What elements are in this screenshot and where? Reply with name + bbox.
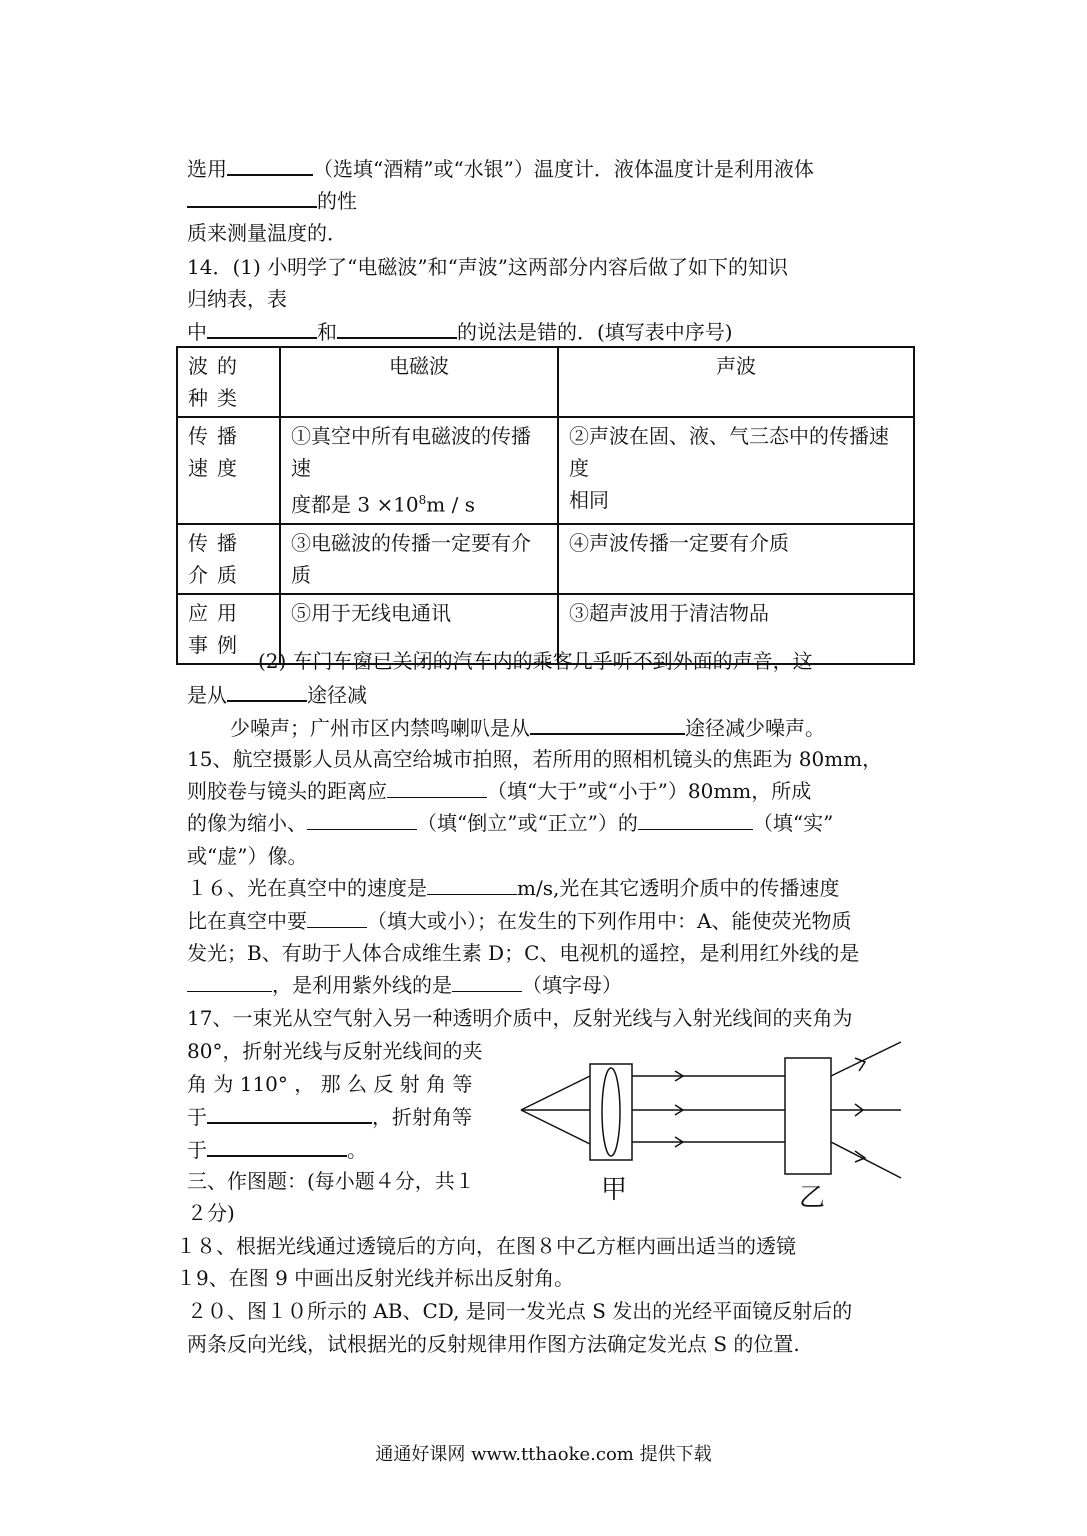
answer-blank[interactable] bbox=[387, 777, 487, 798]
table-cell: ③超声波用于清洁物品 bbox=[558, 594, 914, 664]
table-cell: 传播介质 bbox=[177, 524, 280, 594]
q16-line2: 比在真空中要 （填大或小）；在发生的下列作用中：A、能使荧光物质 bbox=[187, 909, 852, 933]
answer-blank[interactable] bbox=[307, 907, 367, 928]
knowledge-table bbox=[176, 346, 915, 665]
q13-line1: 选用 （选填“酒精”或“水银”）温度计．液体温度计是利用液体 bbox=[187, 154, 814, 184]
answer-blank[interactable] bbox=[187, 971, 272, 992]
table-cell: 声波 bbox=[558, 347, 914, 417]
answer-blank[interactable] bbox=[638, 809, 753, 830]
table-cell: 传播速度 bbox=[177, 417, 280, 524]
section-3-heading-cont: ２分) bbox=[187, 1201, 235, 1225]
table-row bbox=[177, 524, 914, 594]
answer-blank[interactable] bbox=[187, 186, 317, 208]
q20-line2: 两条反向光线，试根据光的反射规律用作图方法确定发光点 S 的位置. bbox=[187, 1332, 800, 1356]
lens-figure bbox=[515, 1038, 905, 1218]
q16-line3: 发光；B、有助于人体合成维生素 D；C、电视机的遥控，是利用红外线的是 bbox=[187, 941, 860, 965]
q16-line1: １６、光在真空中的速度是 m/s,光在其它透明介质中的传播速度 bbox=[187, 876, 840, 900]
q13-line3: 质来测量温度的． bbox=[187, 221, 347, 245]
q16-line4: ，是利用紫外线的是 （填字母） bbox=[187, 971, 622, 1001]
table-cell: ④声波传播一定要有介质 bbox=[558, 524, 914, 594]
answer-blank[interactable] bbox=[427, 874, 517, 895]
q15-line2: 则胶卷与镜头的距离应 （填“大于”或“小于”）80mm，所成 bbox=[187, 779, 812, 803]
table-cell: 波的种类 bbox=[177, 347, 280, 417]
page-footer: 通通好课网 www.tthaoke.com 提供下载 bbox=[375, 1444, 712, 1465]
answer-blank[interactable] bbox=[207, 317, 317, 339]
q14-part2-line3: 少噪声；广州市区内禁鸣喇叭是从 途径减少噪声。 bbox=[230, 713, 825, 743]
figure-label-right: 乙 bbox=[799, 1183, 826, 1213]
q15-line1: 15、航空摄影人员从高空给城市拍照，若所用的照相机镜头的焦距为 80mm， bbox=[187, 747, 883, 771]
q17-line3: 角 为 110° ， 那 么 反 射 角 等 bbox=[187, 1072, 473, 1096]
q14-line2: 归纳表，表 bbox=[187, 287, 287, 311]
figure-label-left: 甲 bbox=[601, 1175, 628, 1205]
table-row bbox=[177, 417, 914, 524]
q17-line2: 80°，折射光线与反射光线间的夹 bbox=[187, 1039, 483, 1063]
q15-line4: 或“虚”）像。 bbox=[187, 844, 308, 868]
q19: １9、在图 9 中画出反射光线并标出反射角。 bbox=[176, 1266, 575, 1290]
answer-blank[interactable] bbox=[530, 713, 685, 735]
q14-line1: 14．(1) 小明学了“电磁波”和“声波”这两部分内容后做了如下的知识 bbox=[187, 255, 789, 279]
answer-blank[interactable] bbox=[452, 971, 522, 992]
answer-blank[interactable] bbox=[227, 154, 313, 176]
q15-line3: 的像为缩小、 （填“倒立”或“正立”）的 （填“实” bbox=[187, 811, 834, 835]
q14-part2-line2: 是从 途径减 bbox=[187, 680, 367, 710]
table-cell: ②声波在固、液、气三态中的传播速度 相同 bbox=[558, 417, 914, 524]
q17-line5: 于 。 bbox=[187, 1135, 367, 1165]
section-3-heading: 三、作图题：(每小题４分，共１ bbox=[187, 1169, 475, 1193]
q18: １８、根据光线通过透镜后的方向，在图８中乙方框内画出适当的透镜 bbox=[176, 1234, 796, 1258]
answer-blank[interactable] bbox=[207, 1102, 372, 1124]
q13-line2: 的性 bbox=[187, 186, 357, 216]
q14-part2-line1: (2) 车门车窗已关闭的汽车内的乘客几乎听不到外面的声音，这 bbox=[258, 649, 813, 673]
answer-blank[interactable] bbox=[307, 809, 417, 830]
q17-line1: 17、一束光从空气射入另一种透明介质中，反射光线与入射光线间的夹角为 bbox=[187, 1006, 853, 1030]
q20-line1: ２０、图１０所示的 AB、CD, 是同一发光点 S 发出的光经平面镜反射后的 bbox=[187, 1299, 853, 1323]
answer-blank[interactable] bbox=[207, 1135, 347, 1157]
table-cell: 应用事例 bbox=[177, 594, 280, 664]
table-cell: ③电磁波的传播一定要有介质 bbox=[280, 524, 558, 594]
table-cell: 电磁波 bbox=[280, 347, 558, 417]
q17-line4: 于 ，折射角等 bbox=[187, 1102, 472, 1132]
answer-blank[interactable] bbox=[337, 317, 457, 339]
table-cell: ⑤用于无线电通讯 bbox=[280, 594, 558, 664]
table-row bbox=[177, 347, 914, 417]
q14-line3: 中 和 的说法是错的．(填写表中序号) bbox=[187, 317, 733, 347]
table-cell: ①真空中所有电磁波的传播速 度都是 $3 \times 10^8m / s$ bbox=[280, 417, 558, 524]
answer-blank[interactable] bbox=[227, 680, 307, 702]
